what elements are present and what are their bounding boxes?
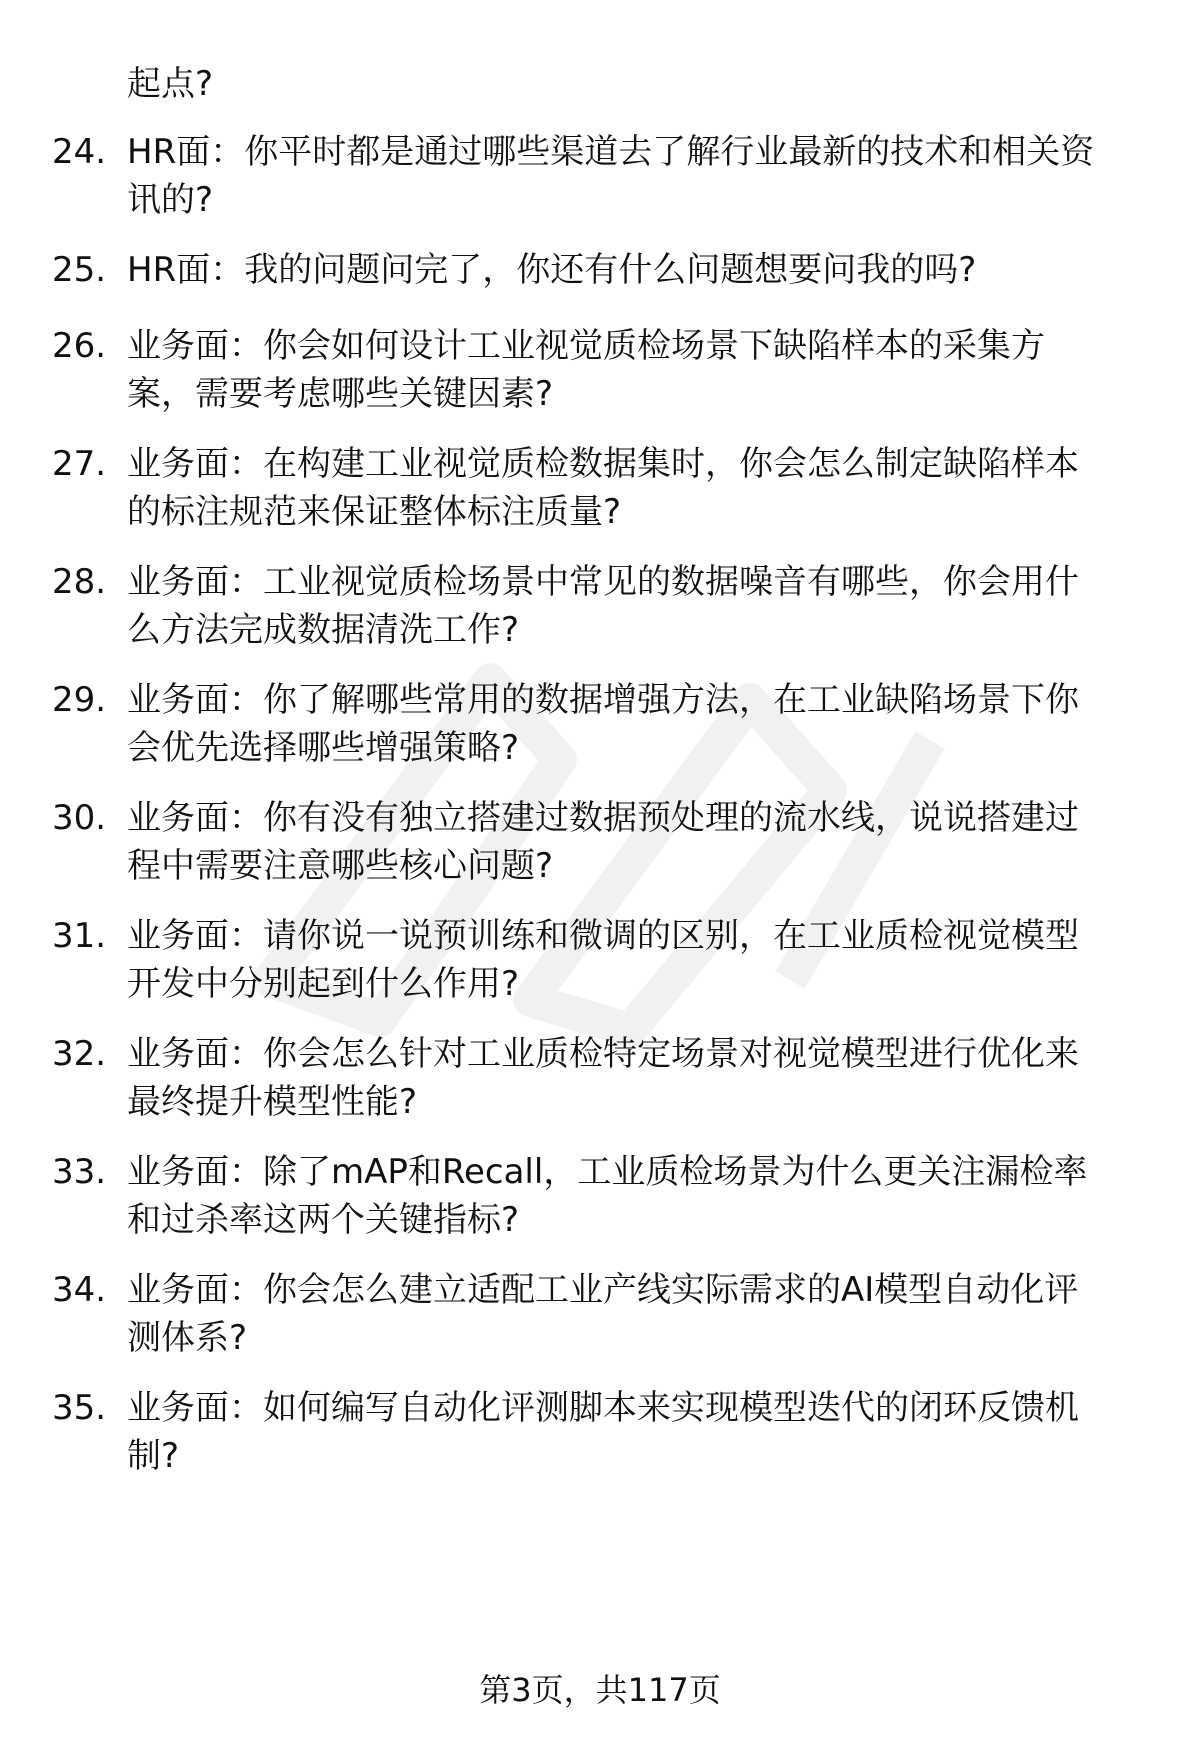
question-number: 25.	[52, 250, 107, 290]
question-text-line: 会优先选择哪些增强策略?	[127, 728, 520, 768]
question-text-line: 业务面：你会怎么针对工业质检特定场景对视觉模型进行优化来	[127, 1034, 1079, 1074]
question-number: 31.	[52, 916, 107, 956]
question-number: 28.	[52, 562, 107, 602]
question-text	[127, 128, 1157, 224]
question-text	[127, 440, 1157, 536]
question-text-line: 最终提升模型性能?	[127, 1082, 418, 1122]
question-text-line: 么方法完成数据清洗工作?	[127, 610, 520, 650]
question-text	[127, 1148, 1157, 1244]
question-number: 29.	[52, 680, 107, 720]
question-text-line: 业务面：你有没有独立搭建过数据预处理的流水线，说说搭建过	[127, 798, 1079, 838]
question-text	[127, 1030, 1157, 1126]
question-text-line: 程中需要注意哪些核心问题?	[127, 846, 554, 886]
question-number: 27.	[52, 444, 107, 484]
question-text-line: 讯的?	[127, 180, 214, 220]
question-text-line: 的标注规范来保证整体标注质量?	[127, 492, 622, 532]
question-text-line: 业务面：除了mAP和Recall，工业质检场景为什么更关注漏检率	[127, 1152, 1088, 1192]
question-number: 24.	[52, 132, 107, 172]
question-text	[127, 794, 1157, 890]
question-number: 35.	[52, 1388, 107, 1428]
question-number: 34.	[52, 1270, 107, 1310]
previous-question-continuation: 起点?	[127, 64, 214, 104]
question-text-line: 开发中分别起到什么作用?	[127, 964, 520, 1004]
page-footer: 第3页，共117页	[479, 1671, 721, 1709]
question-text	[127, 322, 1157, 418]
question-number: 32.	[52, 1034, 107, 1074]
question-text	[127, 1266, 1157, 1362]
question-text-line: 测体系?	[127, 1318, 248, 1358]
question-text-line: 业务面：你了解哪些常用的数据增强方法，在工业缺陷场景下你	[127, 680, 1079, 720]
question-text	[127, 912, 1157, 1008]
question-text-line: 业务面：你会怎么建立适配工业产线实际需求的AI模型自动化评	[127, 1270, 1079, 1310]
question-number: 33.	[52, 1152, 107, 1192]
question-text	[127, 246, 1157, 294]
question-text-line: HR面：我的问题问完了，你还有什么问题想要问我的吗?	[127, 250, 977, 290]
question-number: 30.	[52, 798, 107, 838]
question-text-line: 制?	[127, 1436, 180, 1476]
question-text	[127, 676, 1157, 772]
question-text-line: 业务面：在构建工业视觉质检数据集时，你会怎么制定缺陷样本	[127, 444, 1079, 484]
question-number: 26.	[52, 326, 107, 366]
question-text-line: 案，需要考虑哪些关键因素?	[127, 374, 554, 414]
question-text	[127, 558, 1157, 654]
question-text-line: 业务面：你会如何设计工业视觉质检场景下缺陷样本的采集方	[127, 326, 1045, 366]
question-text-line: 业务面：工业视觉质检场景中常见的数据噪音有哪些，你会用什	[127, 562, 1079, 602]
question-text-line: 和过杀率这两个关键指标?	[127, 1200, 520, 1240]
question-text	[127, 1384, 1157, 1480]
question-text-line: 业务面：请你说一说预训练和微调的区别，在工业质检视觉模型	[127, 916, 1079, 956]
question-text-line: HR面：你平时都是通过哪些渠道去了解行业最新的技术和相关资	[127, 132, 1095, 172]
question-text-line: 业务面：如何编写自动化评测脚本来实现模型迭代的闭环反馈机	[127, 1388, 1079, 1428]
